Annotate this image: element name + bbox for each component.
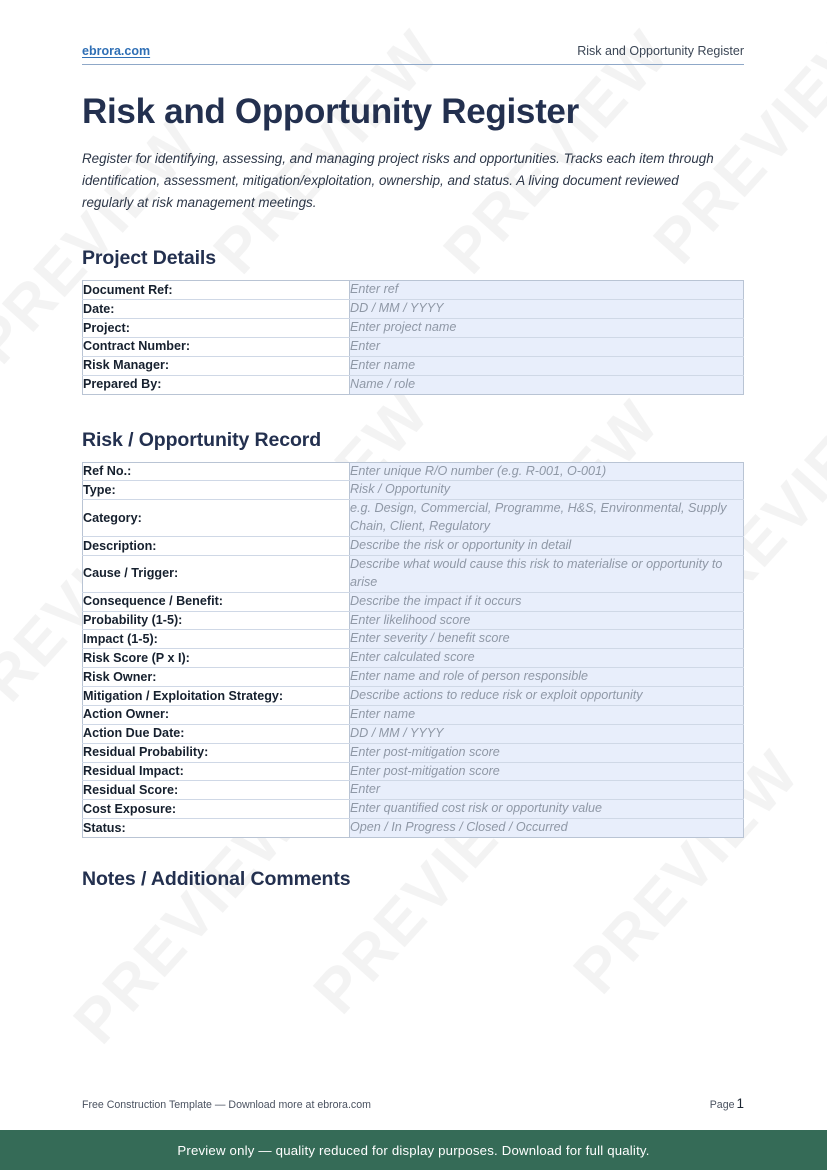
field-value[interactable]: Describe actions to reduce risk or exploit opportunity (350, 687, 744, 706)
field-label: Probability (1-5): (83, 611, 350, 630)
field-label: Prepared By: (83, 375, 350, 394)
table-row (83, 649, 744, 668)
field-value[interactable]: Enter likelihood score (350, 611, 744, 630)
field-value[interactable]: Enter name (350, 356, 744, 375)
field-label: Risk Manager: (83, 356, 350, 375)
field-label: Risk Owner: (83, 668, 350, 687)
field-value[interactable]: Enter project name (350, 319, 744, 338)
table-row (83, 319, 744, 338)
field-value[interactable]: Enter (350, 337, 744, 356)
preview-banner (0, 1130, 827, 1170)
table-row (83, 800, 744, 819)
field-value[interactable]: Enter calculated score (350, 649, 744, 668)
table-row (83, 705, 744, 724)
field-label: Risk Score (P x I): (83, 649, 350, 668)
field-label: Impact (1-5): (83, 630, 350, 649)
table-row (83, 592, 744, 611)
preview-banner-text: Preview only — quality reduced for display purposes. Download for full quality. (177, 1142, 650, 1158)
field-value[interactable]: Risk / Opportunity (350, 481, 744, 500)
table-row (83, 462, 744, 481)
page-label: Page (709, 1099, 735, 1111)
page-title: Risk and Opportunity Register (82, 92, 579, 131)
field-value[interactable]: Describe what would cause this risk to materialise or opportunity to arise (350, 555, 744, 592)
table-row (83, 819, 744, 838)
field-value[interactable]: Enter unique R/O number (e.g. R-001, O-001) (350, 462, 744, 481)
field-label: Date: (83, 300, 350, 319)
field-value[interactable]: Describe the risk or opportunity in detail (350, 537, 744, 556)
section-heading-risk-opportunity-record: Risk / Opportunity Record (82, 428, 322, 451)
table-row (83, 337, 744, 356)
page-number: 1 (736, 1096, 744, 1111)
field-value[interactable]: Name / role (350, 375, 744, 394)
field-label: Residual Impact: (83, 762, 350, 781)
field-label: Ref No.: (83, 462, 350, 481)
field-label: Project: (83, 319, 350, 338)
field-label: Mitigation / Exploitation Strategy: (83, 687, 350, 706)
field-value[interactable]: e.g. Design, Commercial, Programme, H&S, Environmental, Supply Chain, Client, Regulatory (350, 500, 744, 537)
field-value[interactable]: Enter (350, 781, 744, 800)
field-label: Residual Probability: (83, 743, 350, 762)
field-label: Contract Number: (83, 337, 350, 356)
field-label: Consequence / Benefit: (83, 592, 350, 611)
field-label: Residual Score: (83, 781, 350, 800)
field-value[interactable]: Enter post-mitigation score (350, 743, 744, 762)
field-label: Category: (83, 500, 350, 537)
field-value[interactable]: DD / MM / YYYY (350, 300, 744, 319)
field-label: Action Due Date: (83, 724, 350, 743)
footer-credit-text: Free Construction Template — Download more at ebrora.com (82, 1099, 371, 1111)
table-row (83, 500, 744, 537)
document-content (82, 92, 744, 993)
brand-link[interactable]: ebrora.com (82, 44, 151, 58)
table-row (83, 281, 744, 300)
field-value[interactable]: Enter severity / benefit score (350, 630, 744, 649)
page-footer (82, 1096, 744, 1111)
table-row (83, 668, 744, 687)
project-details-table (82, 280, 744, 394)
field-label: Cause / Trigger: (83, 555, 350, 592)
table-row (83, 611, 744, 630)
field-value[interactable]: Enter quantified cost risk or opportunity value (350, 800, 744, 819)
table-row (83, 630, 744, 649)
table-row (83, 375, 744, 394)
project-details-table-body (83, 281, 744, 394)
table-row (83, 781, 744, 800)
field-value[interactable]: Enter name and role of person responsible (350, 668, 744, 687)
field-value[interactable]: Describe the impact if it occurs (350, 592, 744, 611)
table-row (83, 762, 744, 781)
table-row (83, 481, 744, 500)
page-header (82, 45, 744, 65)
table-row (83, 724, 744, 743)
section-heading-notes: Notes / Additional Comments (82, 868, 351, 891)
field-value[interactable]: Enter post-mitigation score (350, 762, 744, 781)
risk-opportunity-record-table-body (83, 462, 744, 838)
field-label: Description: (83, 537, 350, 556)
section-heading-project-details: Project Details (82, 247, 216, 270)
table-row (83, 743, 744, 762)
field-value[interactable]: DD / MM / YYYY (350, 724, 744, 743)
table-row (83, 555, 744, 592)
field-label: Cost Exposure: (83, 800, 350, 819)
page-number-group (710, 1096, 744, 1111)
header-document-title: Risk and Opportunity Register (577, 44, 744, 58)
field-value[interactable]: Open / In Progress / Closed / Occurred (350, 819, 744, 838)
field-value[interactable]: Enter name (350, 705, 744, 724)
risk-opportunity-record-table (82, 462, 744, 839)
field-label: Document Ref: (83, 281, 350, 300)
field-value[interactable]: Enter ref (350, 281, 744, 300)
field-label: Status: (83, 819, 350, 838)
table-row (83, 300, 744, 319)
table-row (83, 537, 744, 556)
document-intro: Register for identifying, assessing, and managing project risks and opportunities. Tracks each item through identification, assessment, mitigation/exploitation, ownership, and status. A living document reviewed regularly at risk management meetings. (82, 151, 714, 210)
notes-writing-area[interactable] (82, 901, 744, 993)
field-label: Action Owner: (83, 705, 350, 724)
table-row (83, 356, 744, 375)
table-row (83, 687, 744, 706)
field-label: Type: (83, 481, 350, 500)
banner-gap (0, 1116, 827, 1130)
